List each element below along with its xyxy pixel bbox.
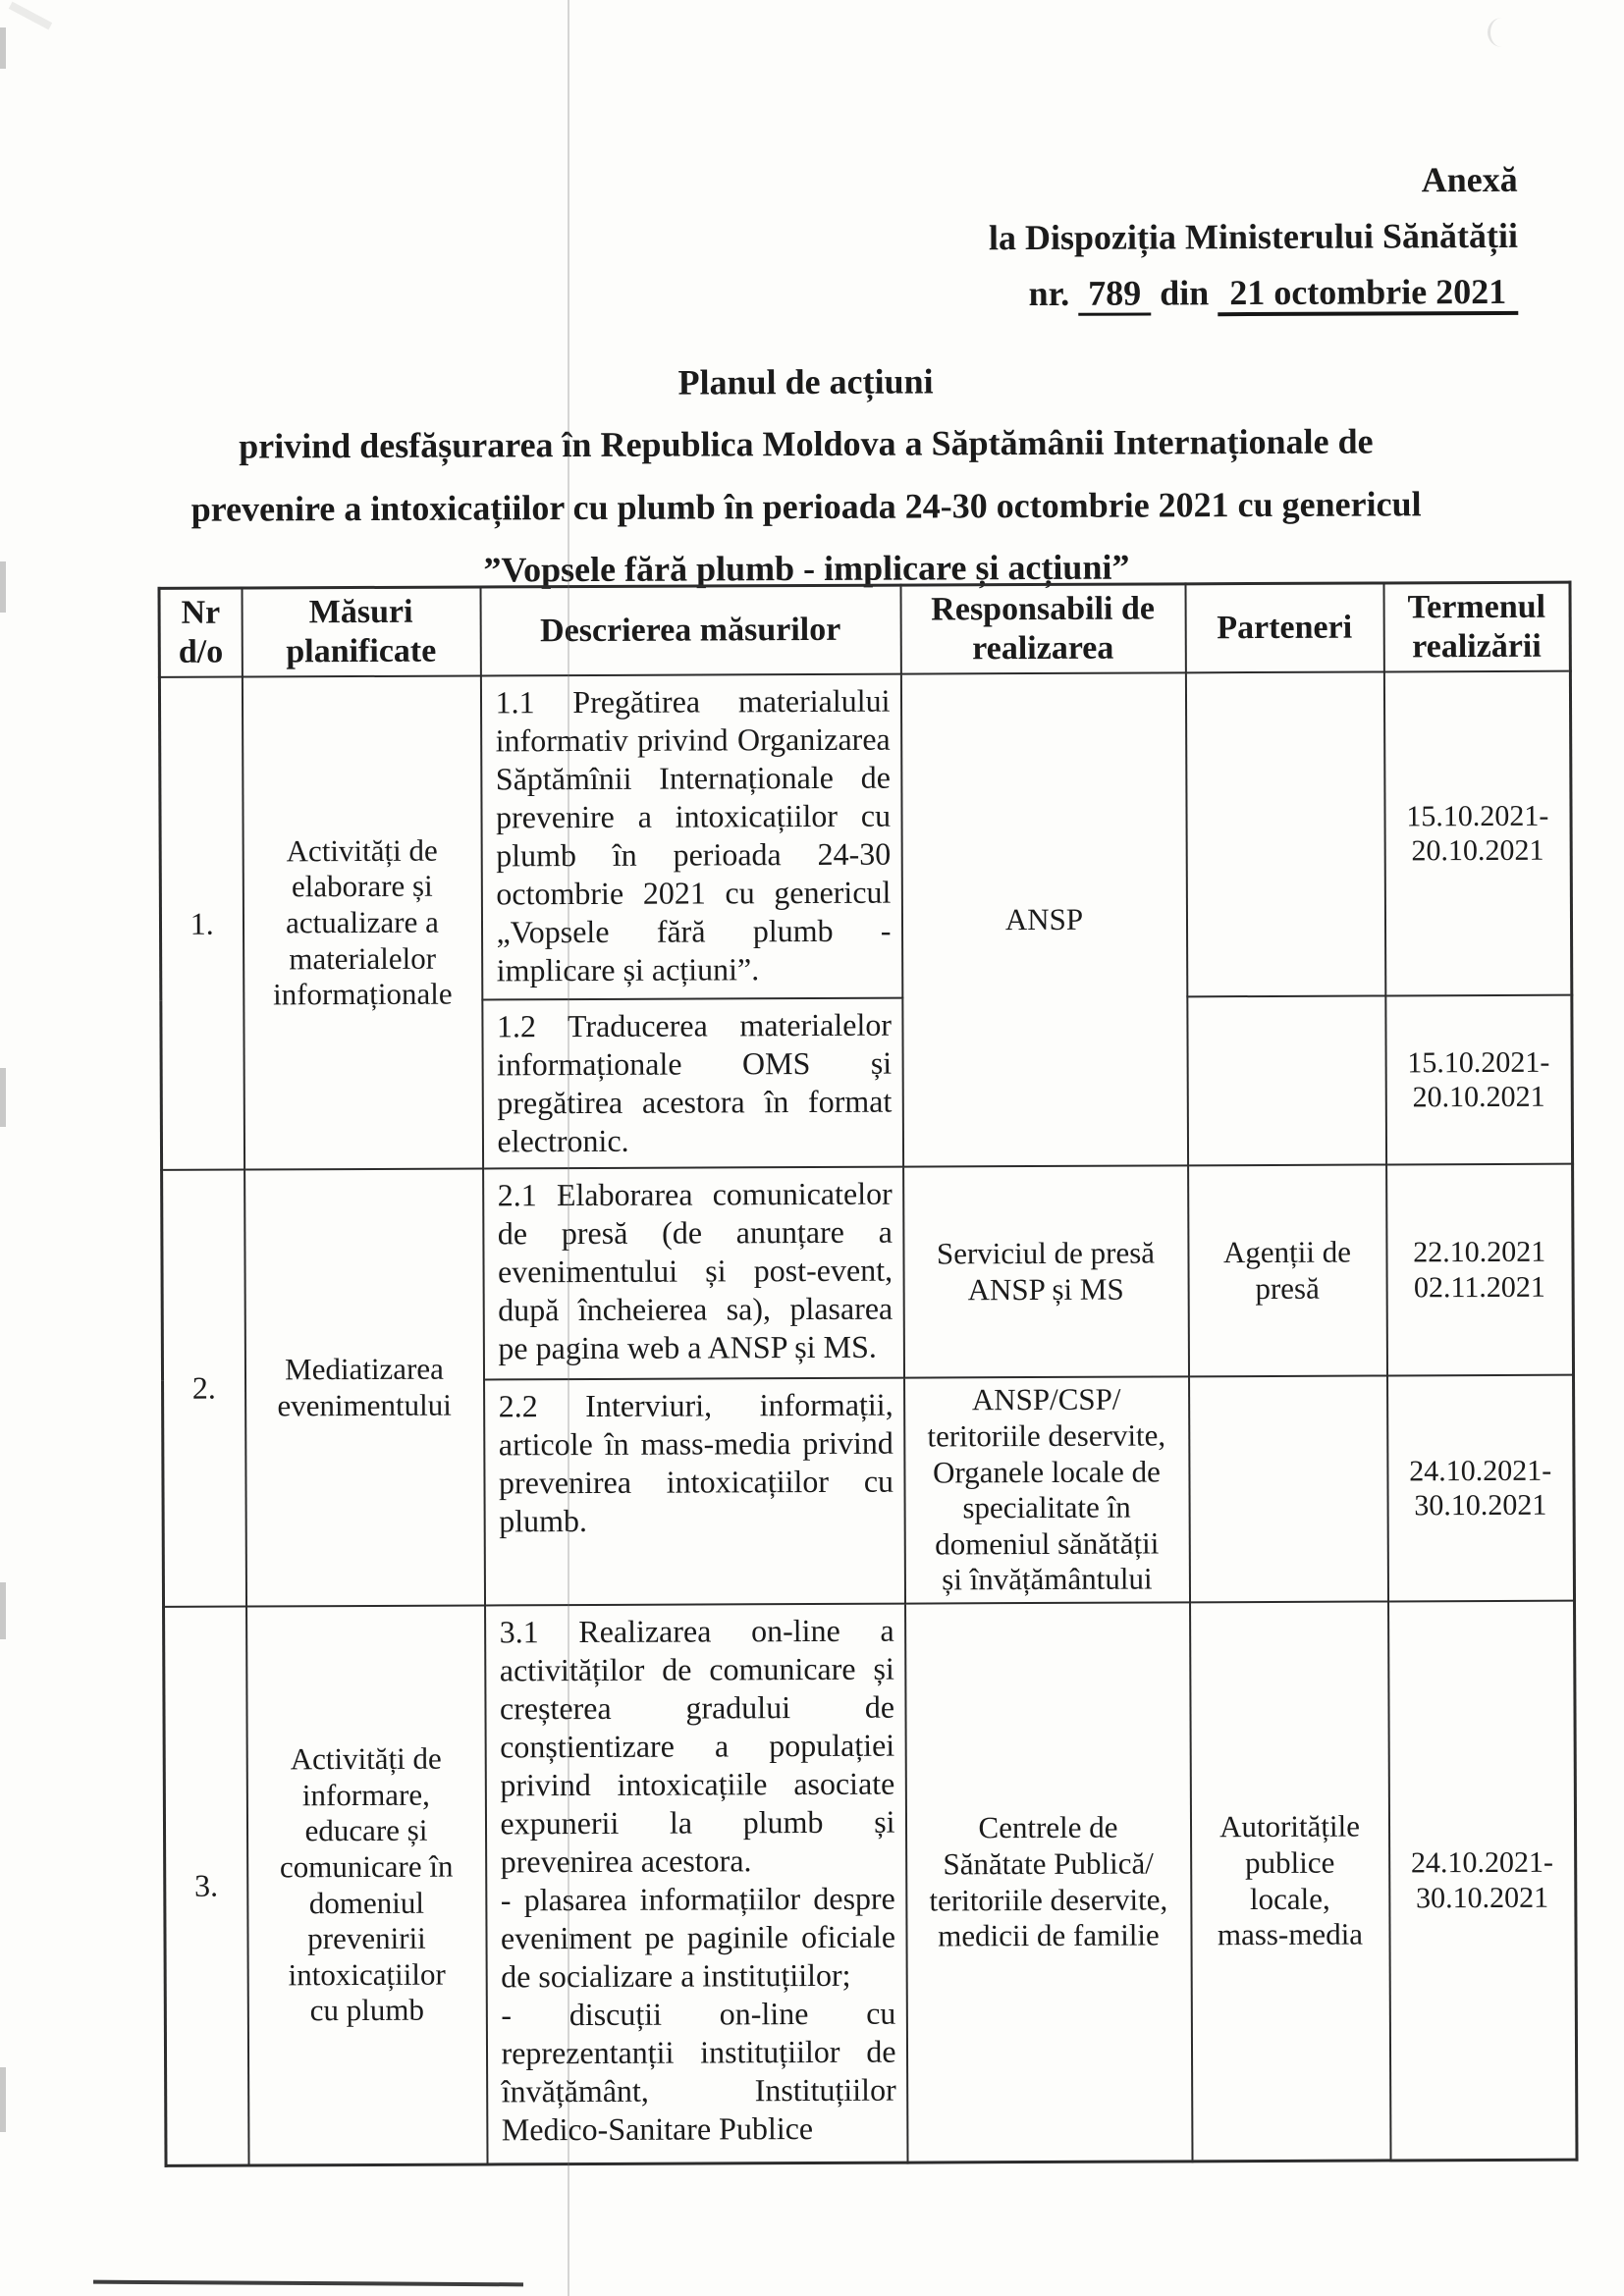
annex-nr-value: 789 <box>1078 273 1151 315</box>
annex-label: Anexă <box>1421 159 1518 200</box>
scan-edge-mark-artifact <box>0 561 6 613</box>
scan-vertical-streak-artifact <box>568 0 569 2296</box>
table-row-1-1 <box>159 671 1571 1001</box>
scan-edge-mark-artifact <box>0 1068 6 1127</box>
annex-nr-prefix: nr. <box>1028 273 1070 313</box>
cell-responsabili-1: ANSP <box>900 673 1187 1167</box>
cell-termen-3: 24.10.2021- 30.10.2021 <box>1388 1600 1577 2161</box>
header-masuri: Măsuri planificate <box>242 587 480 677</box>
title-line-1: Planul de acțiuni <box>677 361 934 402</box>
cell-parteneri-2-1: Agenții de presă <box>1188 1165 1387 1377</box>
title-line-3: prevenire a intoxicațiilor cu plumb în perioada 24-30 octombrie 2021 cu genericul <box>190 484 1422 529</box>
cell-parteneri-3: Autoritățile publice locale, mass-media <box>1190 1601 1390 2162</box>
scan-edge-mark-artifact <box>0 27 6 69</box>
scan-edge-mark-artifact <box>0 1582 6 1639</box>
cell-descriere-2-1: 2.1 Elaborarea comunicatelor de presă (de anunțare a evenimentului și post-event, după încheierea sa), plasarea pe pagina web a ANSP și MS. <box>483 1167 904 1380</box>
cell-masuri-1: Activități de elaborare și actualizare a materialelor informaționale <box>242 676 482 1170</box>
table-header-row <box>159 582 1570 677</box>
annex-header-block <box>989 152 1519 322</box>
descriere-3-1-bullet-2: - discuții on-line cu reprezentanții instituțiilor de învățământ, Instituțiilor Medico-Sanitare Publice <box>501 1995 896 2148</box>
cell-responsabili-3: Centrele de Sănătate Publică/ teritoriile deservite, medicii de familie <box>905 1602 1192 2163</box>
descriere-3-1-bullet-1: - plasarea informațiilor despre eveniment pe paginile oficiale de socializare a instituțiilor; <box>500 1880 896 1995</box>
cell-termen-2-2: 24.10.2021- 30.10.2021 <box>1387 1375 1575 1601</box>
header-responsabili: Responsabili de realizarea <box>900 584 1185 674</box>
cell-descriere-2-2: 2.2 Interviuri, informații, articole în mass-media privind prevenirea intoxicațiilor cu plumb. <box>484 1378 905 1605</box>
cell-termen-1-1: 15.10.2021- 20.10.2021 <box>1383 671 1571 996</box>
document-title <box>81 348 1531 604</box>
header-descriere: Descrierea măsurilor <box>480 585 900 676</box>
header-termen: Termenul realizării <box>1383 582 1570 672</box>
cell-responsabili-2-2: ANSP/CSP/ teritoriile deservite, Organele locale de specialitate în domeniul sănătății și învățământului <box>904 1377 1190 1604</box>
cell-descriere-1-2: 1.2 Traducerea materialelor informaționale OMS și pregătirea acestora în format electronic. <box>482 998 903 1169</box>
cell-nr-1: 1. <box>159 677 244 1170</box>
cell-parteneri-1-2 <box>1187 996 1386 1166</box>
cell-termen-1-2: 15.10.2021- 20.10.2021 <box>1385 995 1573 1165</box>
header-parteneri: Parteneri <box>1185 583 1383 673</box>
table-row-2-1 <box>162 1164 1574 1381</box>
annex-din-label: din <box>1160 272 1210 313</box>
table-row-3 <box>164 1600 1577 2165</box>
cell-termen-2-1: 22.10.2021 02.11.2021 <box>1386 1164 1574 1376</box>
cell-nr-3: 3. <box>164 1606 248 2165</box>
header-nr: Nr d/o <box>159 588 242 677</box>
cell-parteneri-1-1 <box>1185 672 1384 997</box>
annex-number-line <box>989 264 1518 322</box>
annex-date-value: 21 octombrie 2021 <box>1218 272 1518 316</box>
annex-disposition-line: la Dispoziția Ministerului Sănătății <box>988 215 1519 258</box>
cell-descriere-1-1: 1.1 Pregătirea materialului informativ privind Organizarea Săptămînii Internaționale de prevenire a intoxicațiilor cu plumb în perioada 24-30 octombrie 2021 cu genericul „Vopsele fără plumb - implicare și acțiuni”. <box>480 674 901 1000</box>
scan-top-right-smudge-artifact <box>1488 18 1516 47</box>
scan-edge-mark-artifact <box>0 2067 6 2132</box>
cell-descriere-3-1 <box>485 1603 907 2164</box>
title-line-4: ”Vopsele fără plumb - implicare și acțiuni” <box>483 547 1130 590</box>
cell-nr-2: 2. <box>162 1170 246 1607</box>
cell-responsabili-2-1: Serviciul de presă ANSP și MS <box>903 1166 1189 1378</box>
action-plan-table <box>157 581 1578 2168</box>
cell-parteneri-2-2 <box>1189 1376 1388 1602</box>
descriere-3-1-paragraph-1: 3.1 Realizarea on-line a activităților de comunicare și creșterea gradului de conștientizare a populației privind intoxicațiile asociate expunerii la plumb și prevenirea acestora. <box>499 1612 895 1880</box>
title-line-2: privind desfășurarea în Republica Moldova a Săptămânii Internaționale de <box>239 421 1374 466</box>
cell-masuri-3: Activități de informare, educare și comunicare în domeniul prevenirii intoxicațiilor cu plumb <box>246 1605 487 2165</box>
cell-masuri-2: Mediatizarea evenimentului <box>244 1169 485 1607</box>
